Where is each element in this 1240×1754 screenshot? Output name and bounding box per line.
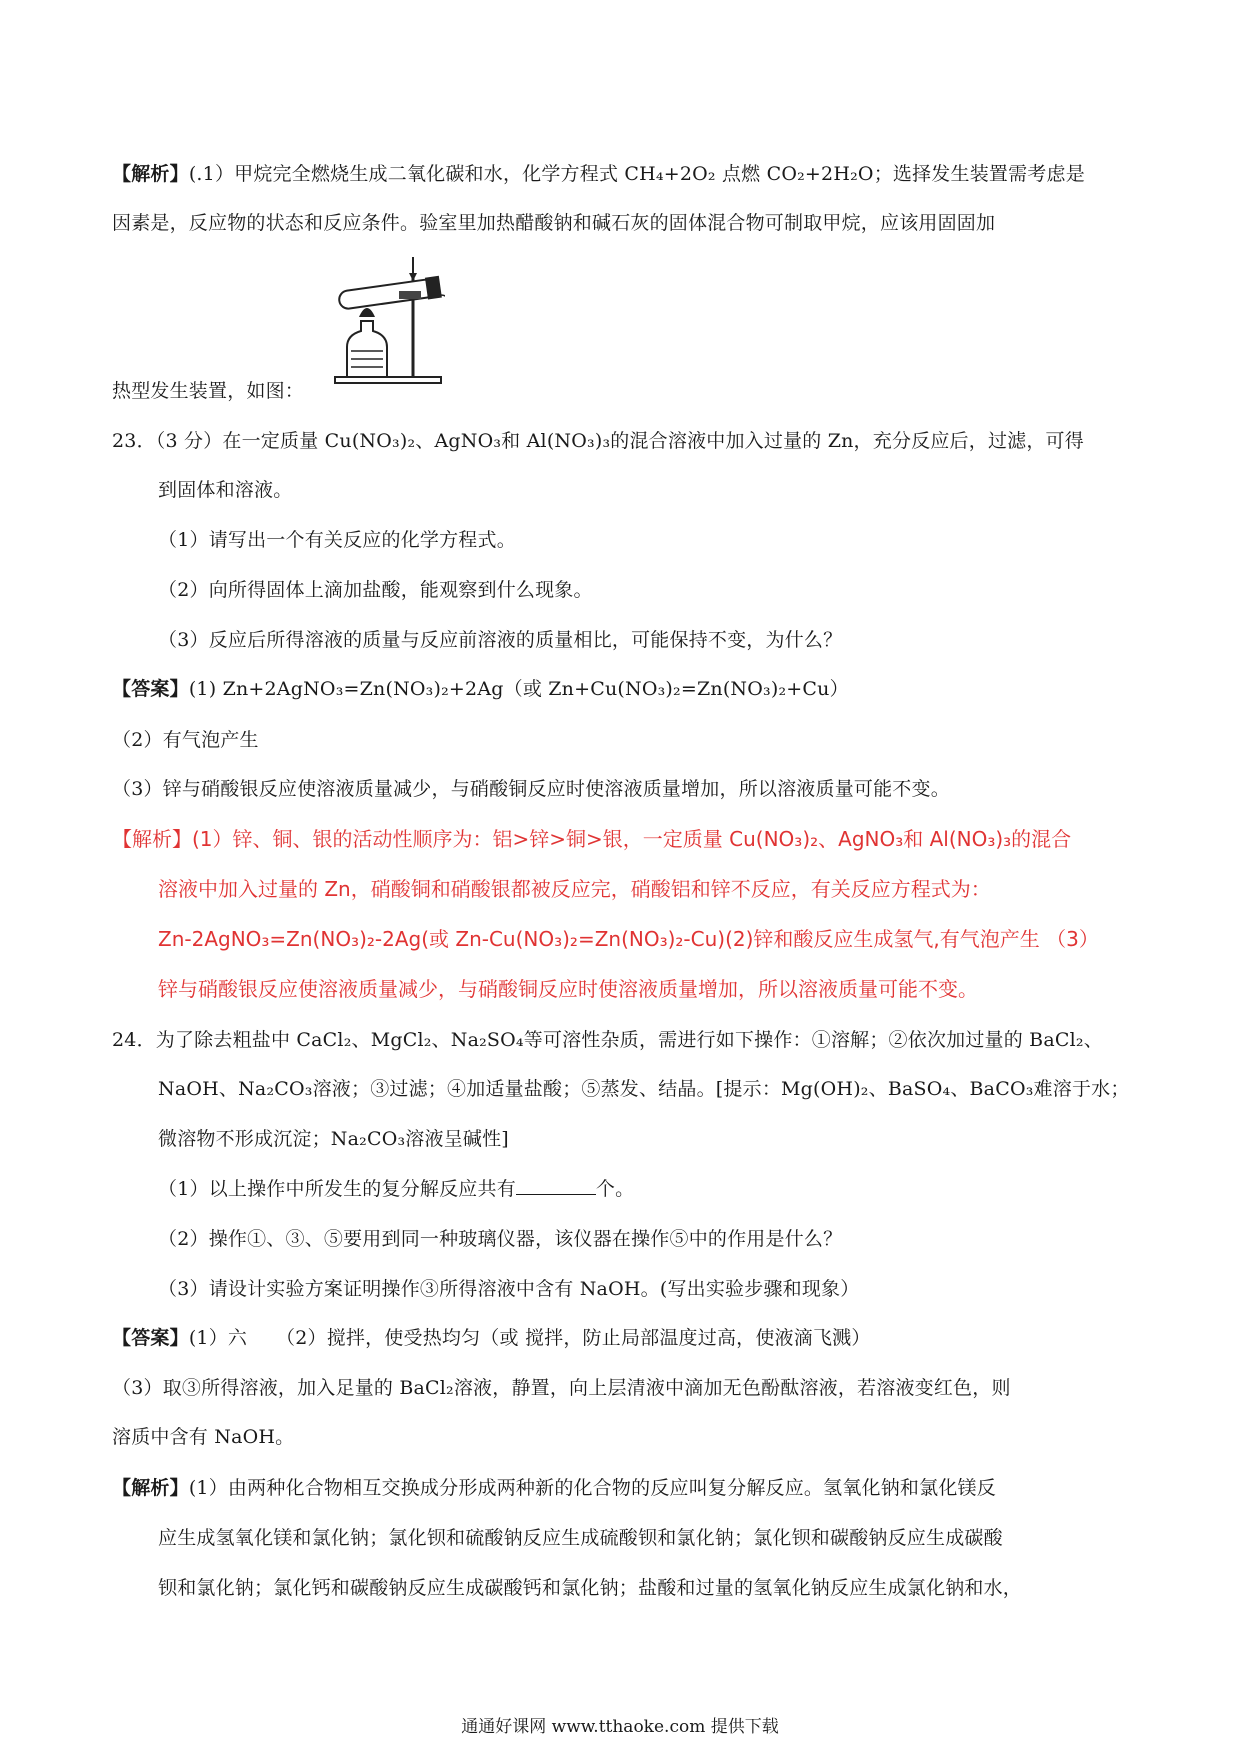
q24-analysis-line1: 【解析】(1）由两种化合物相互交换成分形成两种新的化合物的反应叫复分解反应。氢氧化钠和氯化镁反 (112, 1477, 996, 1499)
page-footer: 通通好课网 www.tthaoke.com 提供下载 (461, 1717, 779, 1737)
q23-analysis-line3: Zn-2AgNO₃=Zn(NO₃)₂-2Ag(或 Zn-Cu(NO₃)₂=Zn(NO₃)₂-Cu)(2)锌和酸反应生成氢气,有气泡产生 （3） (158, 927, 1099, 951)
q23-analysis-line1: 【解析】(1）锌、铜、银的活动性顺序为：铝>锌>铜>银，一定质量 Cu(NO₃)₂、AgNO₃和 Al(NO₃)₃的混合 (112, 827, 1072, 851)
q24-subquestion-3: （3）请设计实验方案证明操作③所得溶液中含有 NaOH。(写出实验步骤和现象） (158, 1278, 860, 1300)
q23-answer-line2: （2）有气泡产生 (112, 729, 259, 751)
q23-subquestion-2: （2）向所得固体上滴加盐酸，能观察到什么现象。 (158, 579, 593, 601)
q24-answer-line2: （3）取③所得溶液，加入足量的 BaCl₂溶液，静置，向上层清液中滴加无色酚酞溶液，若溶液变红色，则 (112, 1377, 1011, 1399)
q22-analysis-line3: 热型发生装置，如图： (112, 380, 305, 402)
q24-analysis-line2: 应生成氢氧化镁和氯化钠；氯化钡和硫酸钠反应生成硫酸钡和氯化钠；氯化钡和碳酸钠反应生成碳酸 (158, 1527, 1003, 1549)
q24-answer-line1: 【答案】(1）六 （2）搅拌，使受热均匀（或 搅拌，防止局部温度过高，使液滴飞溅） (112, 1327, 871, 1349)
q22-analysis-line2: 因素是，反应物的状态和反应条件。验室里加热醋酸钠和碱石灰的固体混合物可制取甲烷，应该用固固加 (112, 212, 996, 234)
q24-stem-line3: 微溶物不形成沉淀；Na₂CO₃溶液呈碱性] (158, 1128, 509, 1150)
q24-answer-line3: 溶质中含有 NaOH。 (112, 1426, 295, 1448)
answer-label: 【答案】 (112, 1327, 189, 1349)
q23-stem-line1: 23．（3 分）在一定质量 Cu(NO₃)₂、AgNO₃和 Al(NO₃)₃的混合溶液中加入过量的 Zn，充分反应后，过滤，可得 (112, 430, 1084, 452)
q24-analysis-line3: 钡和氯化钠；氯化钙和碳酸钠反应生成碳酸钙和氯化钠；盐酸和过量的氢氧化钠反应生成氯化钠和水， (158, 1577, 1023, 1599)
q22-analysis-line1: 【解析】(.1）甲烷完全燃烧生成二氧化碳和水，化学方程式 CH₄+2O₂ 点燃 CO₂+2H₂O；选择发生装置需考虑是 (112, 163, 1085, 185)
q24-subquestion-2: （2）操作①、③、⑤要用到同一种玻璃仪器，该仪器在操作⑤中的作用是什么？ (158, 1228, 843, 1250)
heating-apparatus-figure (333, 255, 445, 385)
q23-stem-line2: 到固体和溶液。 (158, 479, 293, 501)
q24-stem-line2: NaOH、Na₂CO₃溶液；③过滤；④加适量盐酸；⑤蒸发、结晶。[提示：Mg(OH)₂、BaSO₄、BaCO₃难溶于水； (158, 1078, 1130, 1100)
q23-analysis-line2: 溶液中加入过量的 Zn，硝酸铜和硝酸银都被反应完，硝酸铝和锌不反应，有关反应方程式为： (158, 877, 991, 901)
analysis-label: 【解析】 (112, 1477, 189, 1499)
q23-answer-line3: （3）锌与硝酸银反应使溶液质量减少，与硝酸铜反应时使溶液质量增加，所以溶液质量可能不变。 (112, 778, 950, 800)
answer-blank (516, 1176, 596, 1195)
answer-label: 【答案】 (112, 678, 189, 700)
q24-stem-line1: 24．为了除去粗盐中 CaCl₂、MgCl₂、Na₂SO₄等可溶性杂质，需进行如下操作：①溶解；②依次加过量的 BaCl₂、 (112, 1029, 1103, 1051)
analysis-label: 【解析】 (112, 163, 189, 185)
q23-subquestion-3: （3）反应后所得溶液的质量与反应前溶液的质量相比，可能保持不变，为什么？ (158, 629, 843, 651)
q24-subquestion-1: （1）以上操作中所发生的复分解反应共有 个。 (158, 1178, 635, 1200)
q23-subquestion-1: （1）请写出一个有关反应的化学方程式。 (158, 529, 516, 551)
q23-analysis-line4: 锌与硝酸银反应使溶液质量减少，与硝酸铜反应时使溶液质量增加，所以溶液质量可能不变。 (158, 977, 978, 1001)
q23-answer-line1: 【答案】(1) Zn+2AgNO₃=Zn(NO₃)₂+2Ag（或 Zn+Cu(NO₃)₂=Zn(NO₃)₂+Cu） (112, 678, 849, 700)
